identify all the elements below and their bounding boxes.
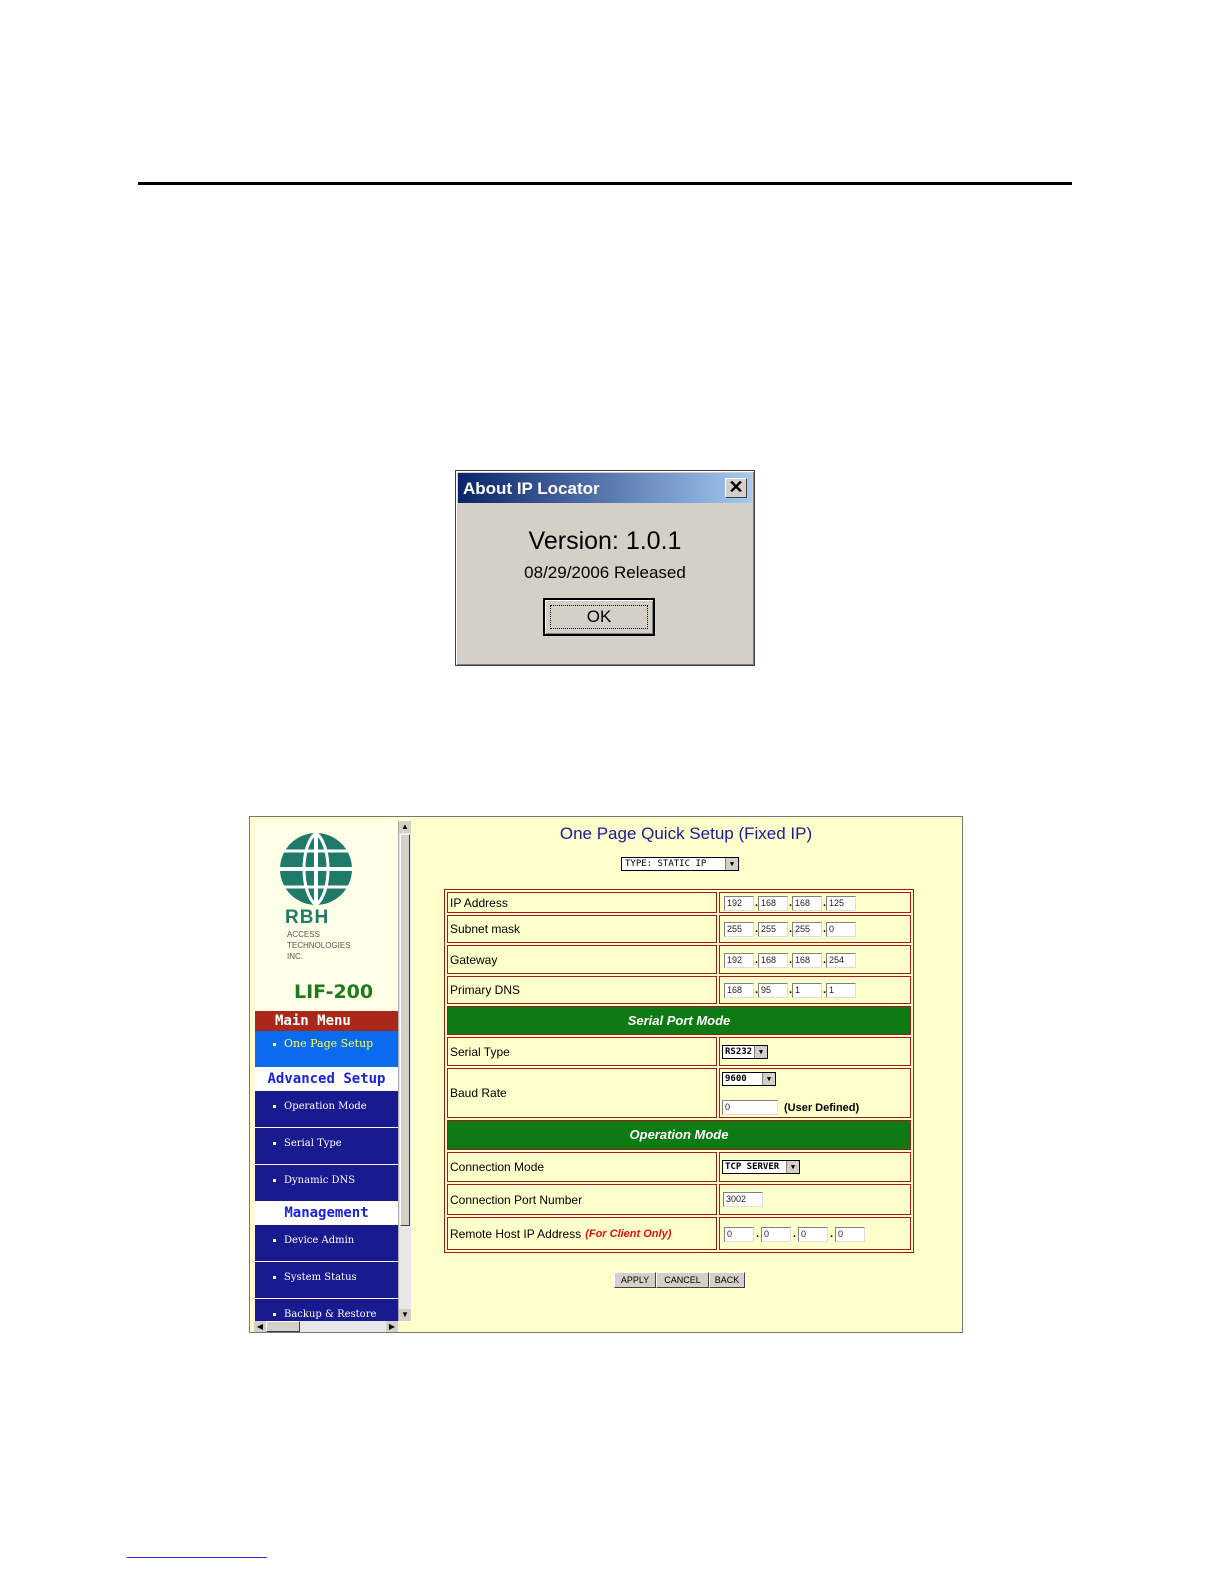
octet-separator: . <box>756 1228 760 1240</box>
table-row <box>447 1037 911 1066</box>
serial-type-select[interactable] <box>722 1045 768 1059</box>
globe-logo-icon <box>278 831 358 907</box>
remote-host-field <box>719 1217 911 1250</box>
port-number-field <box>719 1184 911 1215</box>
octet-separator: . <box>830 1228 834 1240</box>
back-button[interactable]: BACK <box>709 1272 745 1288</box>
baud-rate-select[interactable] <box>722 1072 776 1086</box>
field-label: IP Address <box>447 892 717 913</box>
dialog-titlebar[interactable] <box>458 473 752 503</box>
connection-mode-select[interactable] <box>722 1160 800 1174</box>
nav-system-status[interactable] <box>255 1262 398 1298</box>
bullet-icon <box>273 1179 276 1182</box>
subnet-mask-field <box>719 915 911 943</box>
octet-separator: . <box>755 954 759 966</box>
octet-separator: . <box>789 984 793 996</box>
table-row <box>447 945 911 974</box>
sidebar <box>254 821 398 1321</box>
logo-subtitle <box>287 929 351 962</box>
serial-port-section-header: Serial Port Mode <box>447 1006 911 1035</box>
table-row <box>447 1068 911 1118</box>
field-label: Primary DNS <box>447 976 717 1004</box>
octet-separator: . <box>789 897 793 909</box>
octet-separator: . <box>755 897 759 909</box>
logo-text: RBH <box>285 907 330 928</box>
ip-octet-input[interactable]: 1 <box>826 983 856 998</box>
ip-octet-input[interactable]: 168 <box>724 983 754 998</box>
page-title: One Page Quick Setup (Fixed IP) <box>559 824 813 843</box>
port-number-input[interactable]: 3002 <box>723 1192 763 1207</box>
chevron-down-icon: ▼ <box>754 1046 767 1058</box>
ip-address-field <box>719 892 911 913</box>
ip-octet-input[interactable]: 1 <box>792 983 822 998</box>
ip-octet-input[interactable]: 0 <box>826 922 856 937</box>
field-label: Connection Mode <box>447 1152 717 1182</box>
sidebar-horizontal-scrollbar[interactable] <box>254 1321 398 1332</box>
octet-separator: . <box>823 897 827 909</box>
select-value: 9600 <box>725 1074 747 1084</box>
bullet-icon <box>273 1142 276 1145</box>
logo-sub-line: TECHNOLOGIES <box>287 941 351 950</box>
table-row <box>447 1152 911 1182</box>
select-value: TCP SERVER <box>725 1162 780 1172</box>
client-only-note: (For Client Only) <box>585 1227 672 1240</box>
field-label: Baud Rate <box>447 1068 717 1118</box>
field-label: Subnet mask <box>447 915 717 943</box>
octet-separator: . <box>823 923 827 935</box>
nav-backup-restore[interactable] <box>255 1299 398 1321</box>
ip-octet-input[interactable]: 255 <box>792 922 822 937</box>
ok-button[interactable] <box>543 598 655 636</box>
bullet-icon <box>273 1043 276 1046</box>
primary-dns-field <box>719 976 911 1004</box>
setup-content <box>411 821 961 1332</box>
version-text: Version: 1.0.1 <box>528 527 682 555</box>
footnote-rule <box>127 1557 267 1558</box>
management-header: Management <box>255 1202 398 1224</box>
sidebar-vertical-scrollbar[interactable] <box>398 821 411 1321</box>
apply-button[interactable]: APPLY <box>614 1272 656 1288</box>
scroll-down-icon[interactable]: ▼ <box>399 1309 411 1321</box>
scroll-right-icon[interactable]: ▶ <box>386 1321 398 1332</box>
close-icon[interactable]: ✕ <box>725 478 747 498</box>
table-row <box>447 915 911 943</box>
about-dialog <box>455 470 755 666</box>
ip-octet-input[interactable]: 168 <box>792 896 822 911</box>
ip-octet-input[interactable]: 0 <box>835 1227 865 1242</box>
nav-label: Dynamic DNS <box>284 1175 356 1186</box>
bullet-icon <box>273 1239 276 1242</box>
main-menu-header: Main Menu <box>255 1011 398 1031</box>
remote-host-label: Remote Host IP Address <box>450 1226 582 1241</box>
serial-type-field <box>719 1037 911 1066</box>
nav-label: System Status <box>284 1272 357 1283</box>
ip-octet-input[interactable]: 0 <box>798 1227 828 1242</box>
octet-separator: . <box>793 1228 797 1240</box>
nav-label: Operation Mode <box>284 1101 367 1112</box>
table-row <box>447 976 911 1004</box>
gateway-field <box>719 945 911 974</box>
ip-octet-input[interactable]: 168 <box>758 953 788 968</box>
ip-octet-input[interactable]: 255 <box>724 922 754 937</box>
octet-separator: . <box>755 923 759 935</box>
dialog-title: About IP Locator <box>463 479 600 498</box>
scroll-left-icon[interactable]: ◀ <box>254 1321 266 1332</box>
nav-label: Device Admin <box>284 1235 355 1246</box>
octet-separator: . <box>823 984 827 996</box>
advanced-setup-header: Advanced Setup <box>255 1068 398 1090</box>
ip-octet-input[interactable]: 0 <box>761 1227 791 1242</box>
nav-operation-mode[interactable] <box>255 1091 398 1127</box>
connection-mode-field <box>719 1152 911 1182</box>
scroll-up-icon[interactable]: ▲ <box>399 821 411 833</box>
table-row <box>447 1184 911 1215</box>
ip-type-select[interactable] <box>621 857 739 871</box>
scrollbar-thumb[interactable] <box>266 1321 300 1332</box>
logo-sub-line: ACCESS <box>287 930 320 939</box>
ip-octet-input[interactable]: 255 <box>758 922 788 937</box>
bullet-icon <box>273 1105 276 1108</box>
ok-button-label: OK <box>550 605 648 629</box>
select-value: RS232 <box>725 1047 753 1057</box>
ip-octet-input[interactable]: 95 <box>758 983 788 998</box>
ip-octet-input[interactable]: 192 <box>724 896 754 911</box>
nav-label: Backup & Restore <box>284 1309 377 1320</box>
ip-octet-input[interactable]: 168 <box>792 953 822 968</box>
ip-octet-input[interactable]: 254 <box>826 953 856 968</box>
select-value: TYPE: STATIC IP <box>625 859 707 869</box>
octet-separator: . <box>789 954 793 966</box>
table-row <box>447 892 911 913</box>
field-label <box>447 1217 717 1250</box>
octet-separator: . <box>823 954 827 966</box>
table-row <box>447 1217 911 1250</box>
top-rule <box>138 182 1072 185</box>
nav-label: One Page Setup <box>284 1037 374 1050</box>
field-label: Serial Type <box>447 1037 717 1066</box>
octet-separator: . <box>755 984 759 996</box>
chevron-down-icon: ▼ <box>725 858 738 870</box>
nav-device-admin[interactable] <box>255 1225 398 1261</box>
chevron-down-icon: ▼ <box>786 1161 799 1173</box>
ip-octet-input[interactable]: 125 <box>826 896 856 911</box>
web-config-page <box>249 816 963 1333</box>
baud-custom-input[interactable]: 0 <box>722 1100 778 1115</box>
field-label: Gateway <box>447 945 717 974</box>
model-name: LIF-200 <box>294 981 374 1003</box>
cancel-button[interactable]: CANCEL <box>656 1272 709 1288</box>
scrollbar-thumb[interactable] <box>400 834 410 1226</box>
bullet-icon <box>273 1276 276 1279</box>
setup-form-table <box>444 889 914 1253</box>
nav-label: Serial Type <box>284 1138 342 1149</box>
operation-mode-section-header: Operation Mode <box>447 1120 911 1150</box>
chevron-down-icon: ▼ <box>762 1073 775 1085</box>
logo-sub-line: INC. <box>287 952 303 961</box>
nav-one-page-setup[interactable] <box>255 1031 398 1067</box>
release-date-text: 08/29/2006 Released <box>524 563 686 582</box>
nav-dynamic-dns[interactable] <box>255 1165 398 1201</box>
bullet-icon <box>273 1313 276 1316</box>
octet-separator: . <box>789 923 793 935</box>
field-label: Connection Port Number <box>447 1184 717 1215</box>
ip-octet-input[interactable]: 0 <box>724 1227 754 1242</box>
ip-octet-input[interactable]: 192 <box>724 953 754 968</box>
user-defined-note: (User Defined) <box>784 1102 860 1114</box>
baud-rate-field <box>719 1068 911 1118</box>
nav-serial-type[interactable] <box>255 1128 398 1164</box>
ip-octet-input[interactable]: 168 <box>758 896 788 911</box>
